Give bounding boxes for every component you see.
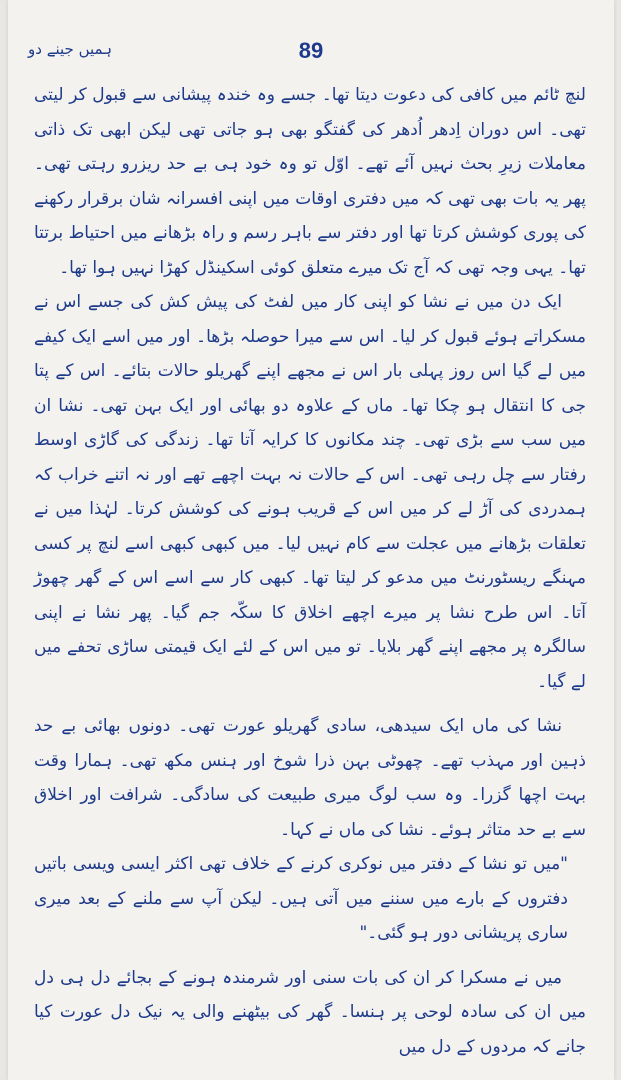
page-number: 89 (298, 38, 324, 63)
page-header (28, 38, 594, 72)
body-text (34, 78, 586, 1064)
paragraph-2: ایک دن میں نے نشا کو اپنی کار میں لفٹ کی پیش کش کی جسے اس نے مسکراتے ہوئے قبول کر لیا۔ اس سے میرا حوصلہ بڑھا۔ اور میں اسے ایک کیفے میں لے گیا اس روز پہلی بار اس نے مجھے اپنے گھریلو حالات بتائے۔ اس کے پتا جی کا انتقال ہو چکا تھا۔ ماں کے علاوہ دو بھائی اور ایک بہن تھی۔ نشا ان میں سب سے بڑی تھی۔ چند مکانوں کا کرایہ آتا تھا۔ زندگی کی گاڑی اوسط رفتار سے چل رہی تھی۔ اس کے حالات نہ بہت اچھے تھے اور نہ اتنے خراب کہ ہمدردی کی آڑ لے کر میں اس کے قریب ہونے کی کوشش کرتا۔ لہٰذا میں نے تعلقات بڑھانے میں عجلت سے کام نہیں لیا۔ میں کبھی کبھی اسے لنچ پر کسی مہنگے ریسٹورنٹ میں مدعو کر لیتا تھا۔ کبھی کار سے اسے اس کے گھر چھوڑ آتا۔ اس طرح نشا پر میرے اچھے اخلاق کا سکّہ جم گیا۔ پھر نشا نے اپنی سالگرہ پر مجھے اپنے گھر بلایا۔ تو میں اس کے لئے ایک قیمتی ساڑی تحفے میں لے گیا۔ (34, 292, 586, 692)
book-page (8, 0, 614, 1080)
quote-paragraph: "میں تو نشا کے دفتر میں نوکری کرنے کے خلاف تھی اکثر ایسی ویسی باتیں دفتروں کے بارے میں سننے میں آتی ہیں۔ لیکن آپ سے ملنے کے بعد میری ساری پریشانی دور ہو گئی۔" (34, 854, 568, 943)
paragraph-5: میں نے مسکرا کر ان کی بات سنی اور شرمندہ ہونے کے بجائے دل ہی دل میں ان کی سادہ لوحی پر ہنسا۔ گھر کی بیٹھنے والی یہ نیک دل عورت کیا جانے کہ مردوں کے دل میں (34, 967, 586, 1057)
running-title: ہمیں جینے دو (28, 40, 112, 58)
paragraph-1: لنچ ٹائم میں کافی کی دعوت دیتا تھا۔ جسے وہ خندہ پیشانی سے قبول کر لیتی تھی۔ اس دوران اِدھر اُدھر کی گفتگو بھی ہو جاتی تھی لیکن ابھی تک ذاتی معاملات زیرِ بحث نہیں آئے تھے۔ اوّل تو وہ خود ہی بے حد ریزرو رہتی تھی۔ پھر یہ بات بھی تھی کہ میں دفتری اوقات میں اپنی افسرانہ شان برقرار رکھنے کی پوری کوشش کرتا تھا اور دفتر سے باہر رسم و راہ بڑھانے میں احتیاط برتتا تھا۔ یہی وجہ تھی کہ آج تک میرے متعلق کوئی اسکینڈل کھڑا نہیں ہوا تھا۔ (34, 85, 586, 278)
paragraph-3: نشا کی ماں ایک سیدھی، سادی گھریلو عورت تھی۔ دونوں بھائی بے حد ذہین اور مہذب تھے۔ چھوٹی بہن ذرا شوخ اور ہنس مکھ تھی۔ ہمارا وقت بہت اچھا گزرا۔ وہ سب لوگ میری طبیعت کی سادگی۔ شرافت اور اخلاق سے بے حد متاثر ہوئے۔ نشا کی ماں نے کہا۔ (34, 716, 586, 840)
